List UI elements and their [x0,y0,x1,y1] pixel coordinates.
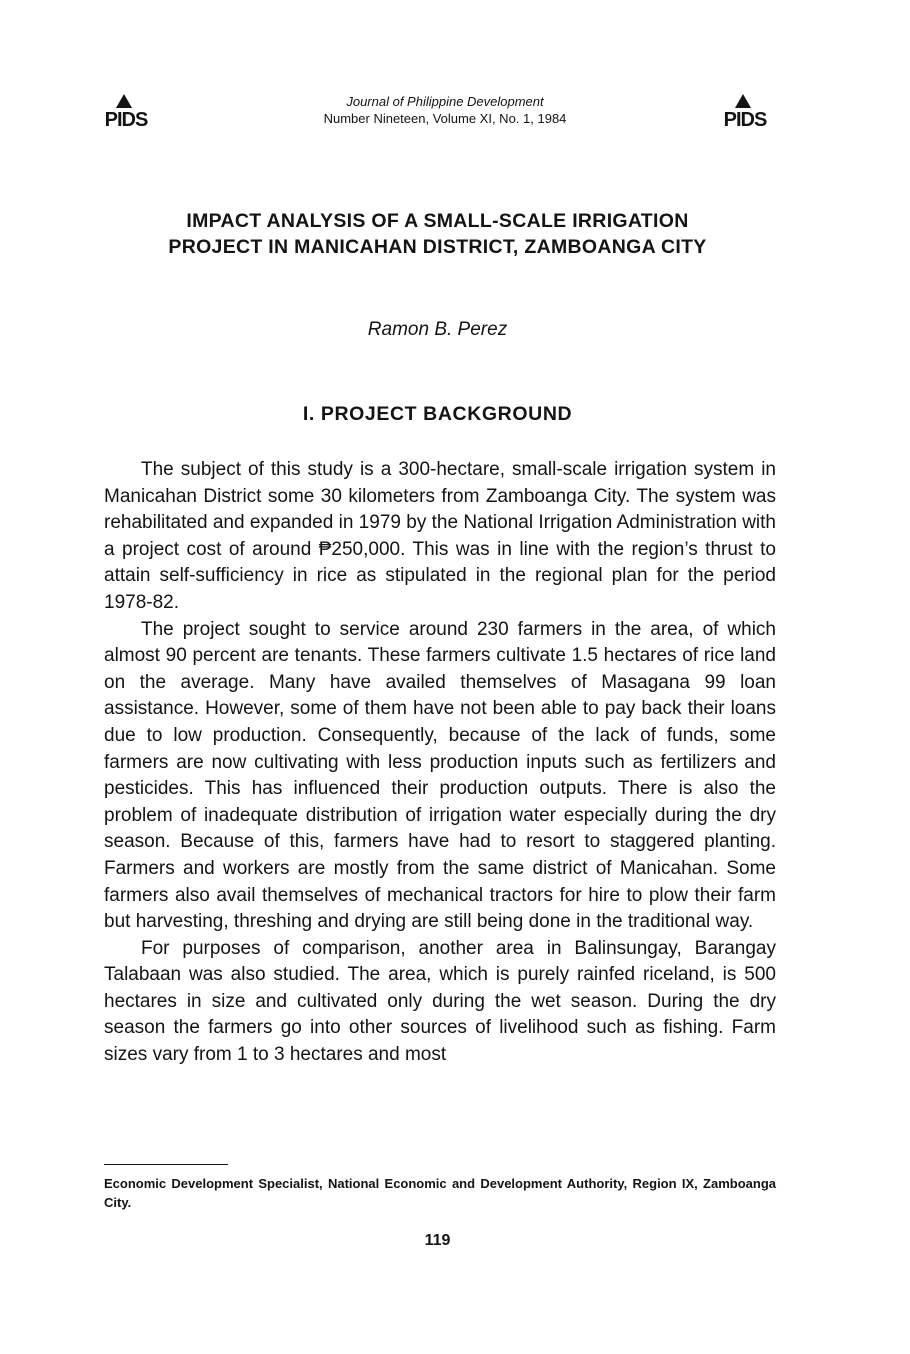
title-line-2: PROJECT IN MANICAHAN DISTRICT, ZAMBOANGA CITY [168,236,707,258]
article-title [100,208,775,260]
section-heading: I. PROJECT BACKGROUND [302,403,573,425]
svg-text:PIDS: PIDS [723,109,767,130]
author-name: Ramon B. Perez [367,319,508,340]
footnote: Economic Development Specialist, National Economic and Development Authority, Region IX, Zamboanga City. [104,1176,776,1210]
pids-logo-icon [96,94,156,130]
title-line-1: IMPACT ANALYSIS OF A SMALL-SCALE IRRIGATION [186,210,689,232]
page-number: 119 [424,1232,451,1249]
pids-logo-icon [715,94,775,130]
journal-header [220,93,670,127]
paragraph-2: The project sought to service around 230 farmers in the area, of which almost 90 percent are tenants. These farmers cultivate 1.5 hectares of rice land on the average. Many have availed themselves of Masagana 99 loan assistance. However, some of them have not been able to pay back their loans due to low production. Consequently, because of the lack of funds, some farmers are now cultivating with less production inputs such as fertilizers and pesticides. This has influenced their production outputs. There is also the problem of inadequate distribution of irrigation water especially during the dry season. Because of this, farmers have had to resort to staggered planting. Farmers and workers are mostly from the same district of Manicahan. Some farmers also avail themselves of mechanical tractors for hire to plow their farm but harvesting, threshing and drying are still being done in the traditional way. [104,618,776,933]
pids-logo-left [96,94,156,130]
paragraph-3: For purposes of comparison, another area in Balinsungay, Barangay Talabaan was also studied. The area, which is purely rainfed riceland, is 500 hectares in size and cultivated only during the wet season. During the dry season the farmers go into other sources of livelihood such as fishing. Farm sizes vary from 1 to 3 hectares and most [104,937,776,1066]
paragraph-1: The subject of this study is a 300-hectare, small-scale irrigation system in Manicahan District some 30 kilometers from Zamboanga City. The system was rehabilitated and expanded in 1979 by the National Irrigation Administration with a project cost of around ₱250,000. This was in line with the region’s thrust to attain self-sufficiency in rice as stipulated in the regional plan for the period 1978-82. [104,459,776,613]
journal-name: Journal of Philippine Development [346,94,544,109]
article-body [104,457,776,1069]
pids-logo-right [715,94,775,130]
journal-issue: Number Nineteen, Volume XI, No. 1, 1984 [323,111,567,126]
svg-text:PIDS: PIDS [104,109,148,130]
footnote-rule [104,1164,228,1165]
